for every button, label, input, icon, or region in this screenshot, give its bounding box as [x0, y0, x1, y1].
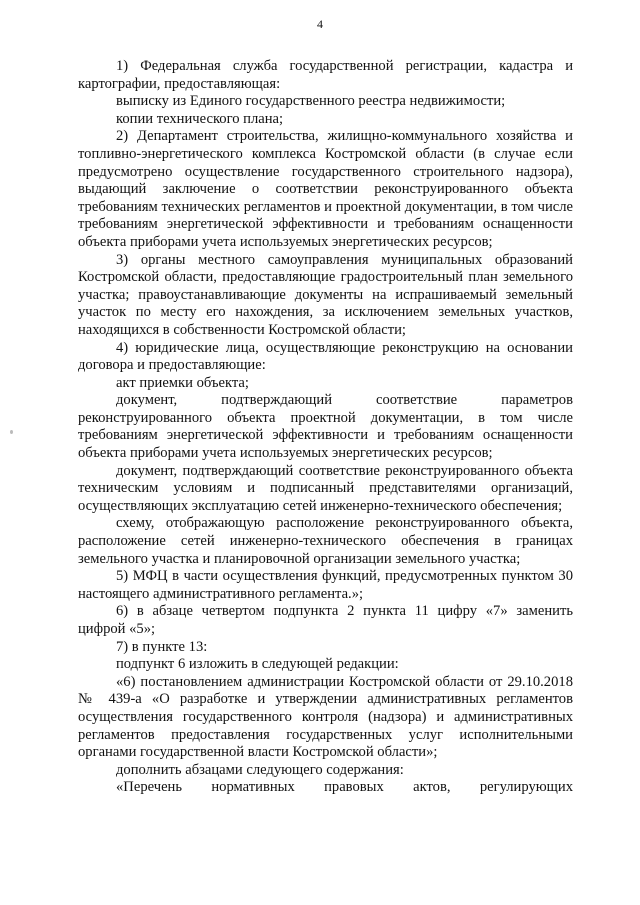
paragraph: подпункт 6 изложить в следующей редакции:: [116, 656, 399, 673]
paragraph: 5) МФЦ в части осуществления функций, предусмотренных пунктом 30 настоящего административного регламента.»;: [78, 568, 573, 602]
scan-dot: [10, 430, 13, 434]
paragraph: «6) постановлением администрации Костромской области от 29.10.2018 № 439-а «О разработке и утверждении административных регламентов осуществления государственного контроля (надзора) и административных регламентов предоставления государственных услуг исполнительными органами государственной власти Костромской области»;: [78, 673, 573, 761]
paragraph: 3) органы местного самоуправления муниципальных образований Костромской области, предоставляющие градостроительный план земельного участка; правоустанавливающие документы на испрашиваемый земельный участок по месту его нахождения, за исключением земельных участков, находящихся в собственности Костромской области;: [78, 251, 573, 338]
page-number: 4: [317, 17, 323, 31]
paragraph: схему, отображающую расположение реконструированного объекта, расположение сетей инженерно-технического обеспечения в границах земельного участка и планировочной организации земельного участка;: [78, 515, 573, 567]
paragraph: «Перечень нормативных правовых актов, регулирующих: [116, 779, 573, 796]
paragraph: 6) в абзаце четвертом подпункта 2 пункта 11 цифру «7» заменить цифрой «5»;: [78, 603, 573, 637]
paragraph: дополнить абзацами следующего содержания:: [116, 761, 404, 778]
document-body: [78, 58, 573, 797]
paragraph: 2) Департамент строительства, жилищно-коммунального хозяйства и топливно-энергетического комплекса Костромской области (в случае если предусмотрено осуществление государственного строительного надзора), выдающий заключение о соответствии реконструированного объекта требованиям технических регламентов и проектной документации, в том числе требованиям энергетической эффективности и требованиям оснащенности объекта приборами учета используемых энергетических ресурсов;: [78, 128, 573, 250]
paragraph: копии технического плана;: [116, 110, 284, 127]
paragraph: 1) Федеральная служба государственной регистрации, кадастра и картографии, предоставляющая:: [78, 58, 573, 92]
paragraph: выписку из Единого государственного реестра недвижимости;: [116, 93, 506, 110]
paragraph: 4) юридические лица, осуществляющие реконструкцию на основании договора и предоставляющие:: [78, 339, 573, 374]
paragraph: 7) в пункте 13:: [116, 638, 208, 655]
paragraph: акт приемки объекта;: [116, 374, 249, 391]
paragraph: документ, подтверждающий соответствие параметров реконструированного объекта проектной документации, в том числе требованиям энергетической эффективности и требованиям оснащенности объекта приборами учета используемых энергетических ресурсов;: [78, 392, 573, 462]
paragraph: документ, подтверждающий соответствие реконструированного объекта техническим условиям и подписанный представителями организаций, осуществляющих эксплуатацию сетей инженерно-технического обеспечения;: [78, 462, 573, 514]
